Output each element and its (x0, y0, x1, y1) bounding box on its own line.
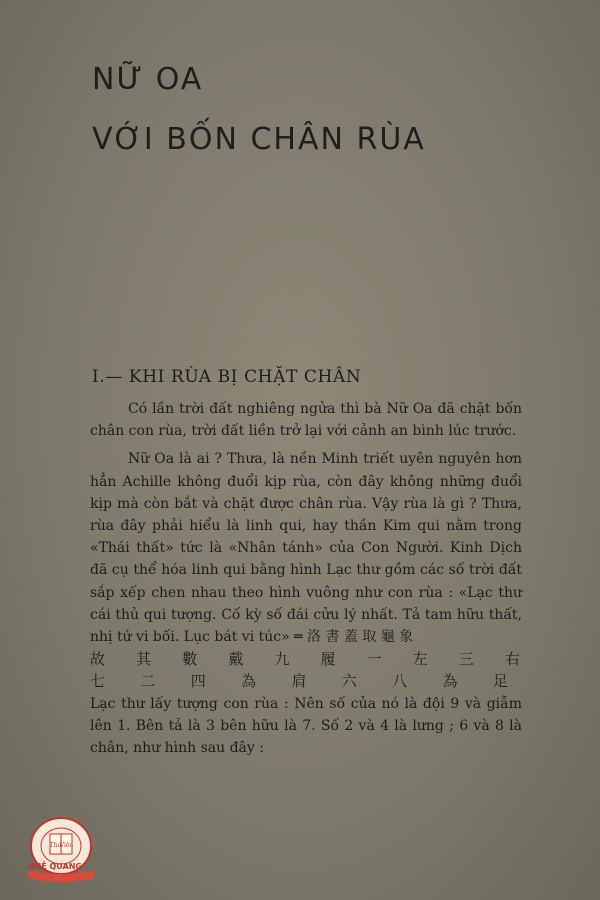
chinese-character: 一 (366, 650, 382, 669)
chinese-character: 數 (182, 650, 198, 669)
chinese-character: 四 (190, 672, 206, 691)
section-heading: I.— KHI RÙA BỊ CHẶT CHÂN (92, 367, 362, 387)
chinese-character: 戴 (228, 650, 244, 669)
chapter-title-line-2: VỚI BỐN CHÂN RÙA (92, 122, 426, 157)
chinese-character: 六 (341, 672, 357, 691)
paragraph-1: Có lần trời đất nghiêng ngửa thì bà Nữ Oa đã chặt bốn chân con rùa, trời đất liền trở lại với cảnh an bình lúc trước. (90, 401, 522, 440)
chinese-character: 三 (458, 650, 474, 669)
paragraph-3: Lạc thư lấy tượng con rùa : Nên số của nó là đội 9 và giẫm lên 1. Bên tả là 3 bên hữu là 7. Số 2 và 4 là lưng ; 6 và 8 là chân, như hình sau đây : (90, 695, 522, 757)
chinese-character: 肩 (291, 672, 307, 691)
body-text (90, 398, 522, 759)
chinese-character: 七 (90, 672, 106, 691)
svg-text:Viện: Viện (59, 842, 74, 849)
chinese-character: 二 (140, 672, 156, 691)
chinese-character: 履 (320, 650, 336, 669)
chinese-character: 故 (90, 650, 106, 669)
chapter-title-line-1: NỮ OA (92, 62, 204, 97)
chinese-character: 為 (241, 672, 257, 691)
chinese-text-line-2 (90, 670, 522, 692)
chinese-character: 為 (442, 672, 458, 691)
chinese-character: 其 (136, 650, 152, 669)
chinese-character: 九 (274, 650, 290, 669)
hue-quang-logo-stamp (16, 812, 106, 890)
chinese-text-line-1 (90, 648, 522, 670)
chinese-character: 左 (412, 650, 428, 669)
chinese-character: 右 (504, 650, 520, 669)
chinese-character: 足 (492, 672, 508, 691)
svg-text:Thư: Thư (49, 842, 62, 849)
paragraph-2: Nữ Oa là ai ? Thưa, là nền Minh triết uyên nguyên hơn hẳn Achille không đuổi kịp rùa, còn đây không những đuổi kịp mà còn bắt và chặt được chân rùa. Vậy rùa là gì ? Thưa, rùa đây phải hiểu là linh qui, hay thần Kim qui nằm trong «Thái thất» tức là «Nhân tánh» của Con Người. Kinh Dịch đã cụ thể hóa linh qui bằng hình Lạc thư gồm các số trời đất sắp xếp chen nhau theo hình vuông như con rùa : «Lạc thư cái thủ qui tượng. Cố kỳ số đái cửu lý nhất. Tả tam hữu thất, nhị tứ vi bối. Lục bát vi túc» ═ 洛 書 蓋 取 龜 象 (90, 451, 522, 646)
stamp-name: HUỆ QUANG (28, 862, 82, 871)
chinese-character: 八 (392, 672, 408, 691)
